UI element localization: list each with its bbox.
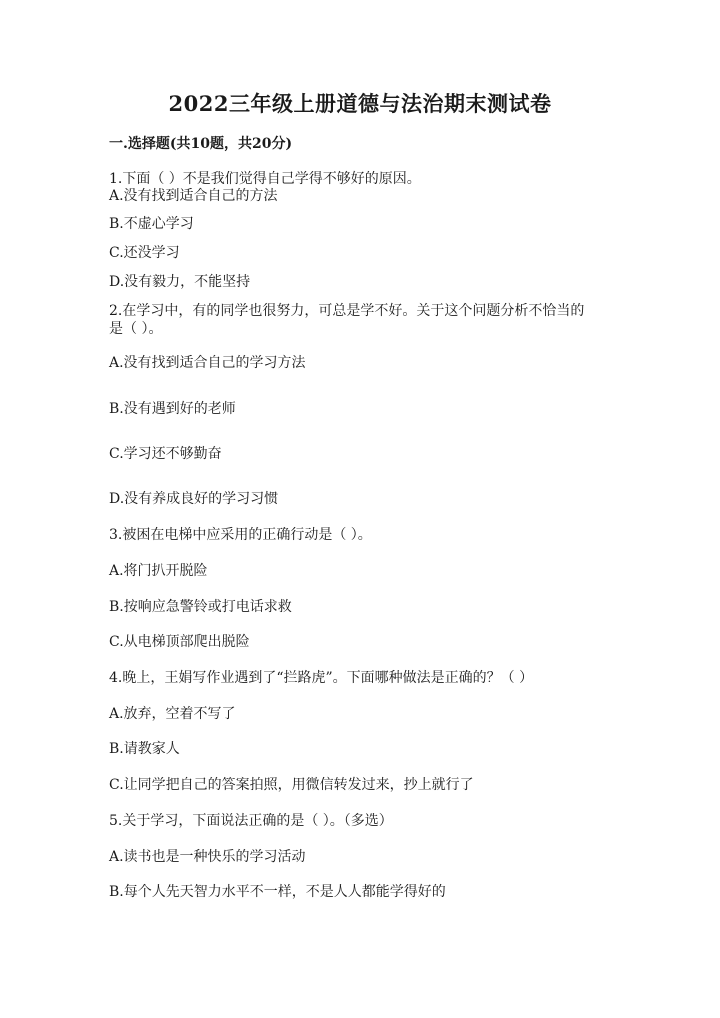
- question-5-option-b: B.每个人先天智力水平不一样，不是人人都能学得好的: [109, 884, 446, 900]
- question-4-option-c: C.让同学把自己的答案拍照，用微信转发过来，抄上就行了: [109, 777, 474, 793]
- question-1-option-d: D.没有毅力，不能坚持: [109, 274, 251, 290]
- question-2-option-a: A.没有找到适合自己的学习方法: [109, 355, 306, 371]
- question-3-option-a: A.将门扒开脱险: [109, 563, 208, 579]
- question-4-option-b: B.请教家人: [109, 741, 180, 757]
- question-4-stem: 4.晚上，王娟写作业遇到了“拦路虎”。下面哪种做法是正确的？（ ）: [109, 670, 534, 686]
- question-3-option-c: C.从电梯顶部爬出脱险: [109, 634, 250, 650]
- question-2-option-b: B.没有遇到好的老师: [109, 401, 236, 417]
- question-1-option-c: C.还没学习: [109, 245, 180, 261]
- question-2-option-c: C.学习还不够勤奋: [109, 446, 222, 462]
- question-1-option-b: B.不虚心学习: [109, 216, 194, 232]
- question-5-stem: 5.关于学习，下面说法正确的是（ ）。（多选）: [109, 813, 393, 829]
- question-3-stem: 3.被困在电梯中应采用的正确行动是（ ）。: [109, 527, 372, 543]
- question-4-option-a: A.放弃，空着不写了: [109, 706, 236, 722]
- question-3-option-b: B.按响应急警铃或打电话求救: [109, 599, 292, 615]
- section-header: 一.选择题(共10题，共20分): [109, 136, 293, 152]
- question-5-option-a: A.读书也是一种快乐的学习活动: [109, 849, 306, 865]
- question-1-option-a: A.没有找到适合自己的方法: [109, 188, 278, 204]
- question-2-stem-line-1: 2.在学习中，有的同学也很努力，可总是学不好。关于这个问题分析不恰当的: [109, 303, 585, 319]
- question-2-stem-line-2: 是（ ）。: [109, 321, 163, 337]
- question-1-stem: 1.下面（ ）不是我们觉得自己学得不够好的原因。: [109, 171, 421, 187]
- question-2-option-d: D.没有养成良好的学习习惯: [109, 491, 279, 507]
- page-title: 2022三年级上册道德与法治期末测试卷: [168, 91, 552, 116]
